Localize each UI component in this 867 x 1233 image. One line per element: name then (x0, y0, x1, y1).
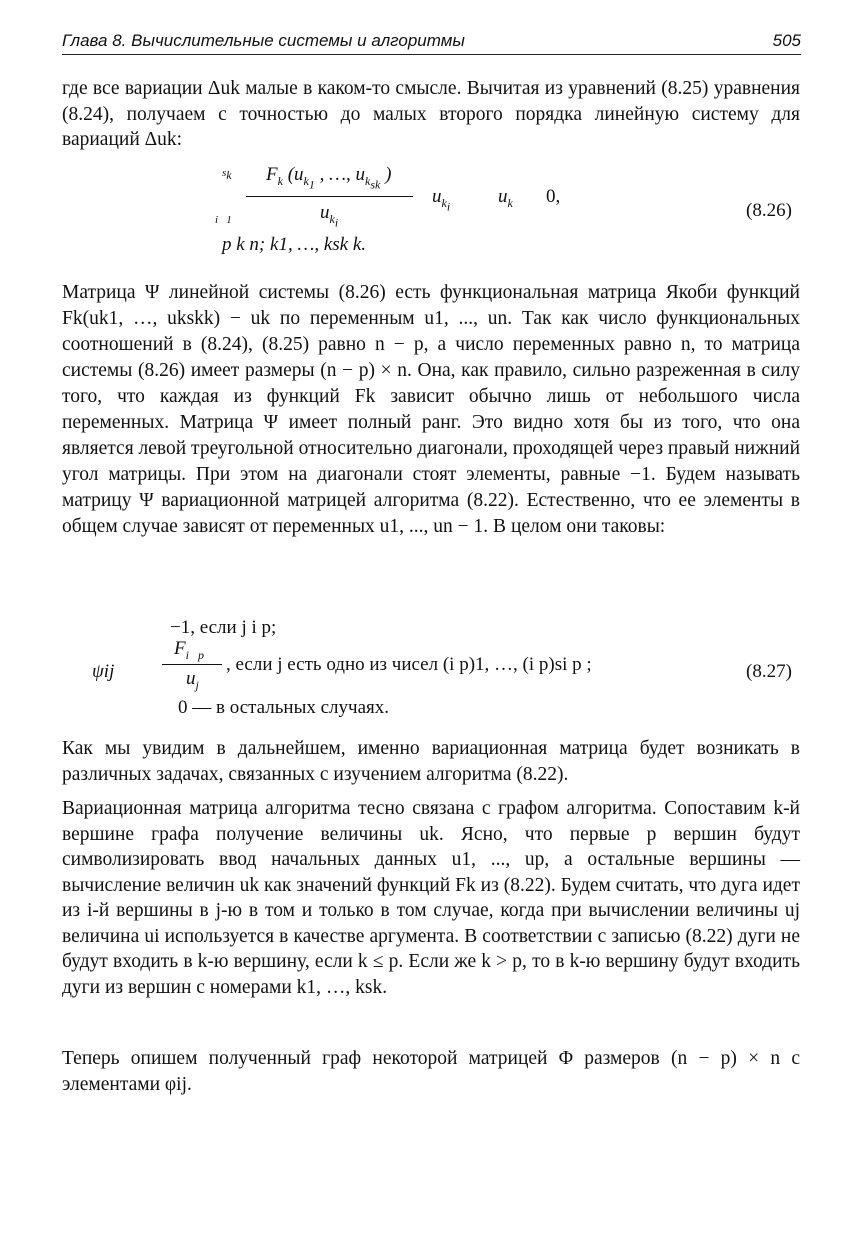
paragraph-2: Матрица Ψ линейной системы (8.26) есть функциональная матрица Якоби функций Fk(uk1, …, ukskk) − uk по переменным u1, ..., un. Так как число функциональных соотношений в (8.24), (8.25) равно n − p, а число переменных равно n, то матрица системы (8.26) имеет размеры (n − p) × n. Она, как правило, сильно разреженная в силу того, что каждая из функций Fk зависит обычно лишь от небольшого числа переменных. Матрица Ψ имеет полный ранг. Это видно хотя бы из того, что она является левой треугольной относительно диагонали, проходящей через правый нижний угол матрицы. При этом на диагонали стоят элементы, равные −1. Будем называть матрицу Ψ вариационной матрицей алгоритма (8.22). Естественно, что ее элементы в общем случае зависят от переменных u1, ..., un − 1. В целом они таковы: (62, 282, 801, 537)
rhs-zero: 0, (546, 186, 561, 207)
fraction-denominator: $u_{k_i}$ (320, 202, 339, 230)
sum-upper-limit: $s_k$ (222, 167, 232, 183)
paragraph-3: Как мы увидим в дальнейшем, именно вариационная матрица будет возникать в различных задачах, связанных с изучением алгоритма (8.22). (62, 738, 800, 785)
page-number: 505 (772, 31, 801, 50)
paragraph-5: Теперь опишем полученный граф некоторой матрицей Φ размеров (n − p) × n с элементами φij. (62, 1048, 800, 1095)
delta-uk: $u_k$ (498, 186, 513, 210)
page-header (62, 28, 801, 55)
eq-8-27-number: (8.27) (746, 661, 792, 682)
eq-8-26-number: (8.26) (746, 200, 792, 221)
paragraph-1: где все вариации Δuk малые в каком-то смысле. Вычитая из уравнений (8.25) уравнения (8.24), получаем с точностью до малых второго порядка линейную систему для вариаций Δuk: (62, 78, 800, 150)
eq-8-26-condition: p k n; k1, …, ksk k. (222, 234, 367, 255)
case-2-fraction-bar (162, 664, 222, 665)
case-2: , если j есть одно из чисел (i p)1, …, (i p)si p ; (226, 654, 592, 675)
case-2-numerator: $F_{i p}$ (174, 638, 204, 662)
case-3: 0 — в остальных случаях. (178, 697, 389, 718)
sum-lower-limit: i 1 (215, 214, 232, 226)
case-2-denominator: $u_j$ (186, 668, 199, 692)
delta-term: $u_{k_i}$ (432, 186, 451, 214)
fraction-numerator: $F_k$ ($u_{k_1}$ , …, $u_{k_{sk}}$ ) (266, 164, 392, 192)
paragraph-4: Вариационная матрица алгоритма тесно связана с графом алгоритма. Сопоставим k-й вершине графа получение величины uk. Ясно, что первые p вершин будут символизировать ввод начальных данных u1, ..., up, а остальные вершины — вычисление величин uk как значений функций Fk из (8.22). Будем считать, что дуга идет из i-й вершины в j-ю в том и только в том случае, когда при вычислении величины uj величина ui используется в качестве аргумента. В соответствии с записью (8.22) дуги не будут входить в k-ю вершину, если k ≤ p. Если же k > p, то в k-ю вершину будут входить дуги из вершин с номерами k1, …, ksk. (62, 798, 800, 998)
psi-ij-symbol: ψij (92, 661, 115, 682)
case-1: −1, если j i p; (170, 617, 277, 638)
fraction-bar (246, 196, 413, 197)
chapter-title: Глава 8. Вычислительные системы и алгоритмы (62, 31, 465, 50)
